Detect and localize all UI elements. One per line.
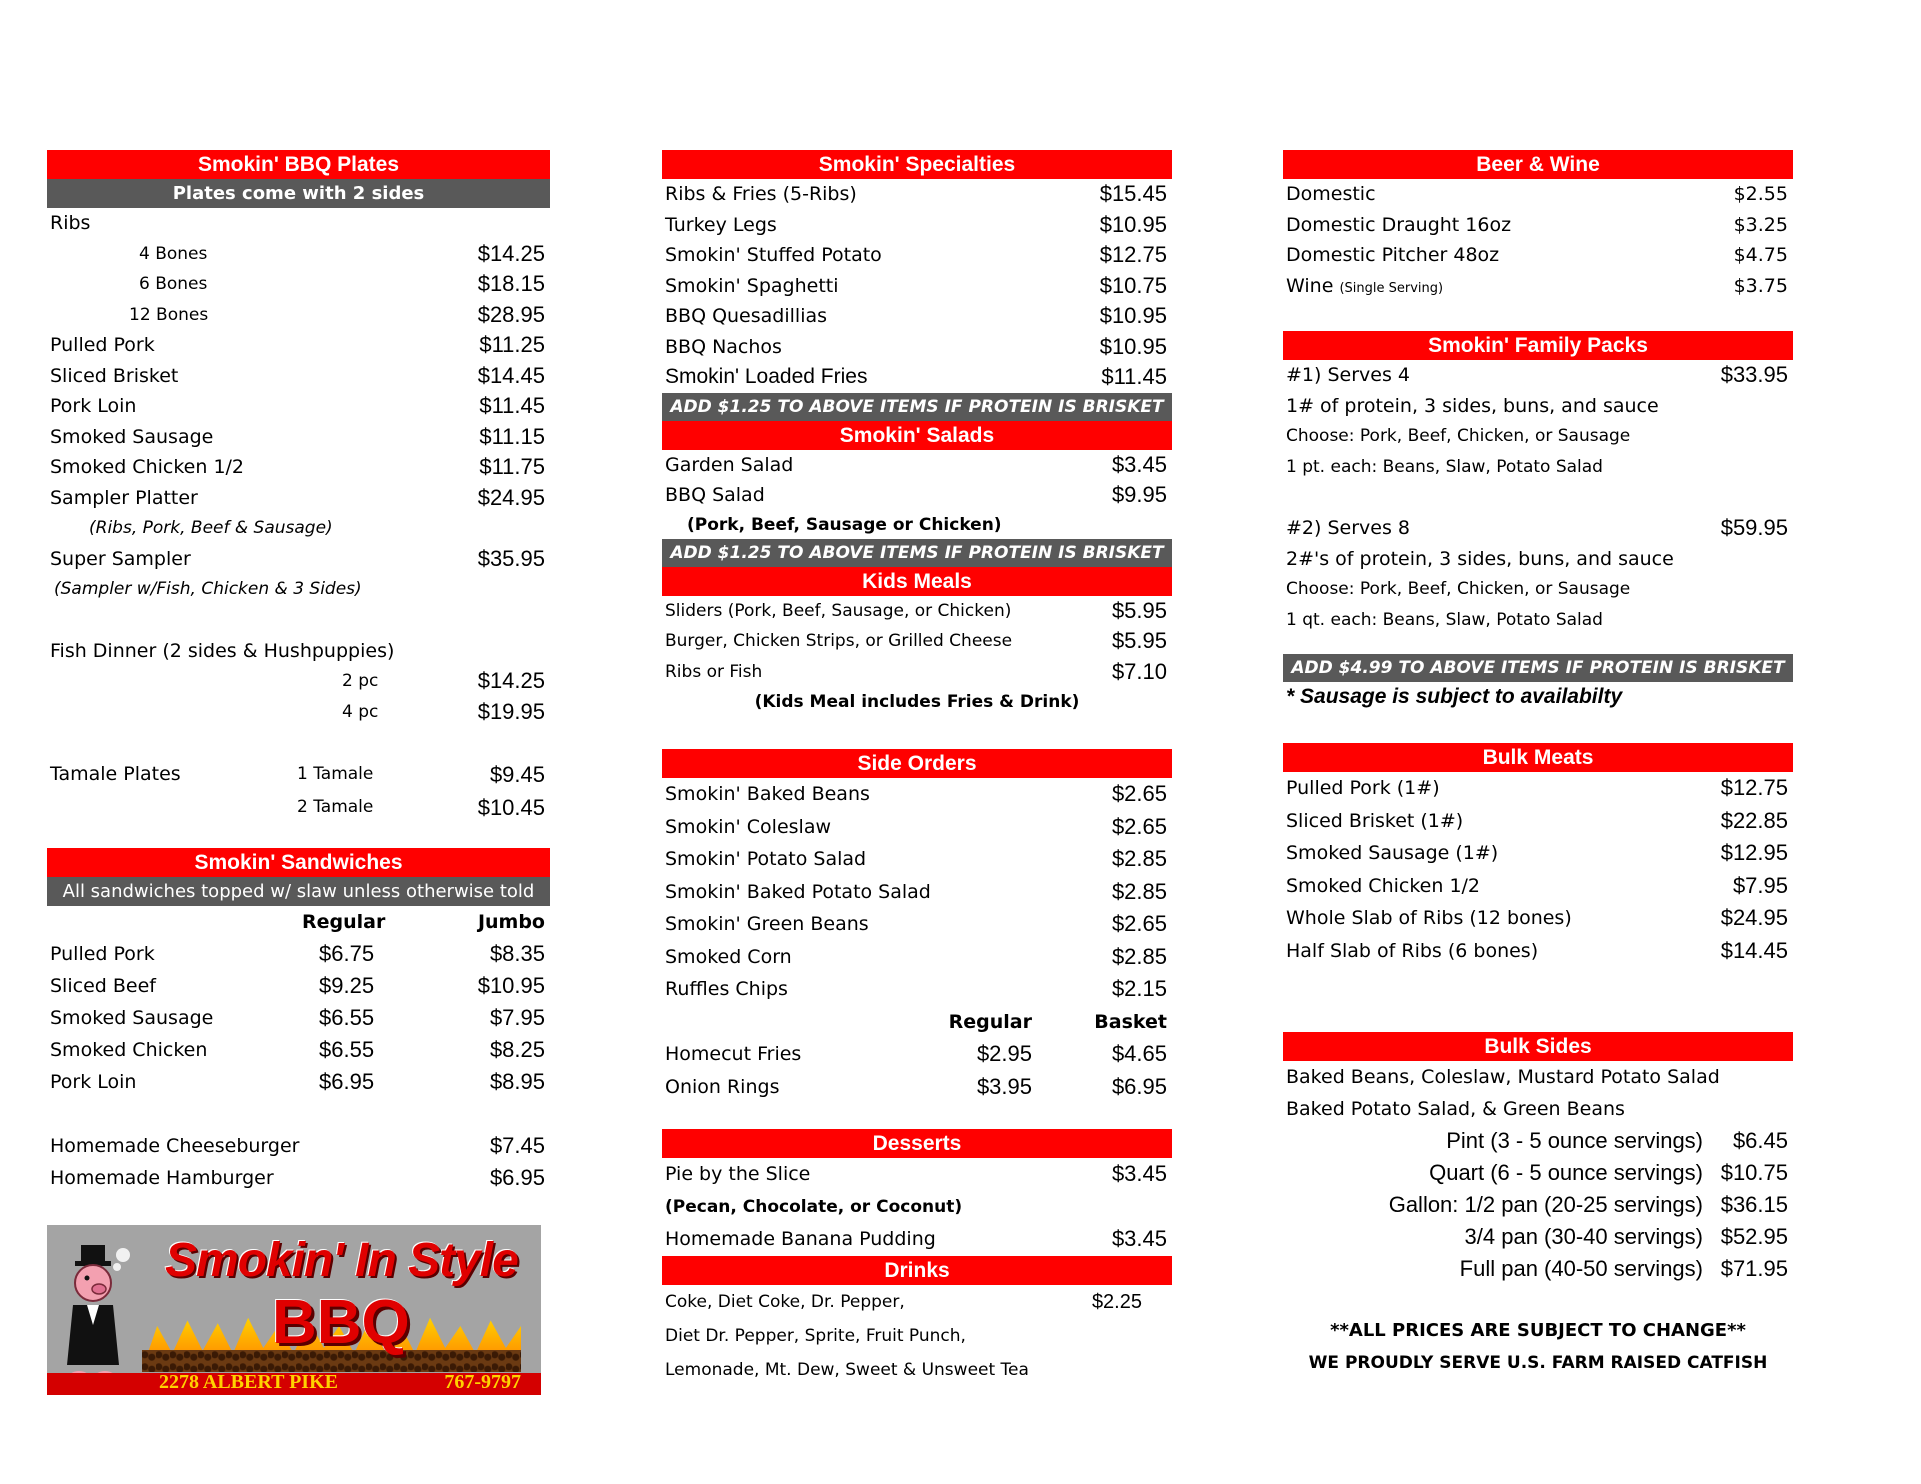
item-price: $14.25 — [477, 240, 545, 266]
bbq-plates-header: Smokin' BBQ Plates — [47, 150, 550, 179]
kids-note-row — [662, 687, 1172, 715]
menu-item — [662, 1223, 1172, 1256]
item-price: $7.95 — [1732, 872, 1788, 898]
item-label: Sliced Brisket — [50, 364, 179, 387]
basket-price: $6.95 — [1111, 1073, 1167, 1099]
super-note: (Sampler w/Fish, Chicken & 3 Sides) — [54, 579, 362, 599]
item-price: $11.15 — [479, 423, 545, 449]
item-price: $35.95 — [477, 545, 545, 571]
brisket-note: ADD $4.99 TO ABOVE ITEMS IF PROTEIN IS BRISKET — [1283, 654, 1793, 682]
item-price: $12.75 — [1099, 242, 1167, 267]
spacer — [662, 1103, 1172, 1129]
bulk-sides-header: Bulk Sides — [1283, 1032, 1793, 1061]
bbq-salad-note-row — [662, 511, 1172, 539]
item-label: Domestic — [1286, 183, 1376, 205]
spacer — [1283, 635, 1793, 654]
menu-item — [47, 452, 550, 483]
bulk-size-row — [1283, 1221, 1793, 1253]
spacer — [47, 605, 550, 636]
size-price: $52.95 — [1720, 1224, 1788, 1249]
menu-item — [47, 1066, 550, 1098]
brisket-note: ADD $1.25 TO ABOVE ITEMS IF PROTEIN IS BRISKET — [662, 393, 1172, 421]
drinks-header: Drinks — [662, 1256, 1172, 1285]
pack-detail-text: Choose: Pork, Beef, Chicken, or Sausage — [1286, 579, 1631, 599]
drinks-line — [662, 1353, 1172, 1387]
pack2-label: #2) Serves 8 — [1286, 517, 1410, 539]
fish-label: Fish Dinner (2 sides & Hushpuppies) — [50, 639, 395, 662]
item-label: Garden Salad — [665, 453, 794, 476]
bulk-size-row — [1283, 1125, 1793, 1157]
item-price: $14.45 — [1720, 937, 1788, 963]
menu-item — [662, 843, 1172, 876]
drinks-price: $2.25 — [1091, 1290, 1142, 1313]
pack-detail — [1283, 574, 1793, 605]
menu-item — [662, 973, 1172, 1006]
menu-item — [47, 300, 550, 331]
item-price: $19.95 — [477, 698, 545, 724]
kids-header: Kids Meals — [662, 567, 1172, 596]
item-price: $5.95 — [1111, 628, 1167, 653]
jumbo-price: $10.95 — [477, 973, 545, 998]
item-label: Smokin' Baked Beans — [665, 783, 870, 805]
menu-item — [662, 1071, 1172, 1104]
menu-item — [1283, 240, 1793, 271]
menu-item — [47, 970, 550, 1002]
pack-detail — [1283, 421, 1793, 452]
item-price: $12.75 — [1720, 775, 1788, 800]
pack-detail-text: 1 qt. each: Beans, Slaw, Potato Salad — [1286, 609, 1603, 630]
regular-price: $6.55 — [319, 1037, 375, 1062]
item-label: Smoked Chicken — [50, 1039, 208, 1061]
menu-item — [662, 657, 1172, 688]
item-label: Pie by the Slice — [665, 1163, 811, 1185]
item-price: $3.45 — [1111, 1161, 1167, 1186]
item-price: $6.95 — [489, 1165, 545, 1190]
menu-item — [662, 240, 1172, 271]
item-label: Smoked Chicken 1/2 — [50, 456, 245, 478]
spacer — [1283, 967, 1793, 1032]
item-price: $11.25 — [479, 332, 545, 357]
menu-item — [662, 271, 1172, 302]
pack-detail-text: 1# of protein, 3 sides, buns, and sauce — [1286, 394, 1659, 417]
item-price: $10.75 — [1099, 272, 1167, 298]
col-jumbo: Jumbo — [477, 911, 545, 933]
item-label: Half Slab of Ribs (6 bones) — [1286, 939, 1539, 962]
menu-item — [662, 179, 1172, 210]
item-label: Homecut Fries — [665, 1043, 802, 1065]
item-price: $3.45 — [1111, 451, 1167, 477]
pack2-price: $59.95 — [1720, 515, 1788, 540]
logo-title-line2: BBQ — [272, 1288, 410, 1357]
item-label: Smoked Chicken 1/2 — [1286, 874, 1481, 897]
item-label: Pulled Pork (1#) — [1286, 777, 1440, 799]
specialties-column — [662, 150, 1172, 1387]
menu-item — [662, 1038, 1172, 1071]
menu-item — [662, 450, 1172, 481]
drinks-line2: Diet Dr. Pepper, Sprite, Fruit Punch, — [665, 1325, 966, 1346]
pack-detail — [1283, 605, 1793, 636]
size-label: Pint (3 - 5 ounce servings) — [1446, 1128, 1703, 1153]
desserts-header: Desserts — [662, 1129, 1172, 1158]
menu-item — [1283, 210, 1793, 241]
item-label: 4 pc — [342, 701, 379, 722]
menu-item — [662, 876, 1172, 909]
item-price: $11.45 — [479, 393, 545, 418]
specialties-header: Smokin' Specialties — [662, 150, 1172, 179]
restaurant-logo — [47, 1225, 541, 1395]
menu-item — [662, 301, 1172, 332]
menu-item — [1283, 772, 1793, 805]
menu-item — [47, 666, 550, 697]
item-label: Homemade Hamburger — [50, 1167, 274, 1189]
item-label: 2 Tamale — [297, 797, 374, 817]
bulk-size-row — [1283, 1157, 1793, 1189]
item-label: Pulled Pork — [50, 943, 155, 965]
size-price: $36.15 — [1720, 1192, 1788, 1217]
item-label: Smokin' Green Beans — [665, 913, 869, 935]
menu-item — [1283, 360, 1793, 391]
menu-item — [662, 626, 1172, 657]
menu-item — [1283, 837, 1793, 870]
menu-item — [47, 361, 550, 392]
item-label: Smoked Sausage — [50, 1007, 214, 1029]
item-label: Smokin' Potato Salad — [665, 848, 867, 870]
ribs-row — [47, 208, 550, 239]
jumbo-price: $8.35 — [489, 941, 545, 966]
menu-item — [1283, 805, 1793, 838]
basket-price: $4.65 — [1111, 1041, 1167, 1066]
size-label: 3/4 pan (30-40 servings) — [1464, 1224, 1703, 1249]
item-label: Turkey Legs — [665, 213, 777, 236]
item-label: BBQ Salad — [665, 484, 765, 506]
menu-item — [47, 269, 550, 300]
menu-item — [47, 422, 550, 453]
drinks-line3: Lemonade, Mt. Dew, Sweet & Unsweet Tea — [665, 1359, 1029, 1380]
spacer — [47, 824, 550, 848]
regular-price: $2.95 — [976, 1041, 1032, 1066]
drinks-line1: Coke, Diet Coke, Dr. Pepper, — [665, 1291, 905, 1312]
family-packs-header: Smokin' Family Packs — [1283, 331, 1793, 360]
item-price: $14.25 — [477, 668, 545, 693]
item-price: $10.95 — [1099, 303, 1167, 328]
wine-label: Wine — [1286, 274, 1334, 297]
item-label: Sliced Brisket (1#) — [1286, 809, 1464, 832]
menu-item — [47, 758, 550, 791]
pie-note-row — [662, 1191, 1172, 1224]
item-price: $22.85 — [1720, 807, 1788, 833]
item-price: $4.75 — [1733, 244, 1788, 266]
menu-item — [1283, 179, 1793, 210]
menu-item — [662, 811, 1172, 844]
pack-detail-text: Choose: Pork, Beef, Chicken, or Sausage — [1286, 426, 1631, 446]
bbq-salad-note: (Pork, Beef, Sausage or Chicken) — [687, 514, 1002, 535]
item-label: Smokin' Baked Potato Salad — [665, 880, 931, 903]
regular-price: $6.75 — [319, 941, 375, 966]
fish-row — [47, 636, 550, 667]
size-label: Quart (6 - 5 ounce servings) — [1429, 1160, 1703, 1185]
item-label: BBQ Quesadillias — [665, 305, 828, 327]
spacer — [47, 727, 550, 758]
bbq-plates-column — [47, 150, 550, 1194]
item-label: 2 pc — [342, 671, 379, 691]
menu-item — [662, 941, 1172, 974]
kids-note: (Kids Meal includes Fries & Drink) — [754, 692, 1080, 712]
item-price: $10.95 — [1099, 211, 1167, 237]
regular-price: $6.95 — [319, 1069, 375, 1094]
item-label: Smoked Sausage (1#) — [1286, 842, 1499, 864]
spacer — [47, 1098, 550, 1130]
item-price: $11.75 — [479, 454, 545, 479]
item-price: $7.45 — [489, 1133, 545, 1158]
col-regular: Regular — [302, 911, 386, 933]
item-label: Pork Loin — [50, 395, 137, 417]
sandwiches-header: Smokin' Sandwiches — [47, 848, 550, 877]
item-price: $2.85 — [1111, 846, 1167, 871]
spacer — [662, 715, 1172, 749]
item-price: $2.15 — [1111, 976, 1167, 1001]
regular-price: $6.55 — [319, 1005, 375, 1030]
catfish-note: WE PROUDLY SERVE U.S. FARM RAISED CATFISH — [1308, 1353, 1768, 1373]
drinks-line — [662, 1319, 1172, 1353]
sampler-note-row — [47, 513, 550, 544]
menu-item — [662, 480, 1172, 511]
item-price: $24.95 — [1720, 905, 1788, 930]
item-label: Smoked Corn — [665, 945, 792, 968]
item-label: Sliders (Pork, Beef, Sausage, or Chicken) — [665, 600, 1012, 621]
item-label: Pork Loin — [50, 1071, 137, 1093]
item-price: $9.45 — [489, 762, 545, 787]
item-label: 12 Bones — [129, 304, 209, 325]
item-price: $3.45 — [1111, 1226, 1167, 1251]
item-label: Smokin' Coleslaw — [665, 815, 831, 838]
item-price: $3.75 — [1733, 274, 1788, 297]
item-price: $2.65 — [1111, 911, 1167, 936]
item-price: $24.95 — [477, 484, 545, 510]
bulk-sides-line2: Baked Potato Salad, & Green Beans — [1286, 1098, 1625, 1120]
regular-price: $9.25 — [319, 973, 375, 998]
item-price: $5.95 — [1111, 597, 1167, 623]
salads-header: Smokin' Salads — [662, 421, 1172, 450]
item-label: BBQ Nachos — [665, 335, 782, 358]
wine-note: (Single Serving) — [1339, 280, 1444, 296]
brisket-note: ADD $1.25 TO ABOVE ITEMS IF PROTEIN IS BRISKET — [662, 539, 1172, 567]
menu-item — [47, 239, 550, 270]
spacer — [1283, 1285, 1793, 1315]
bulk-sides-line — [1283, 1093, 1793, 1125]
menu-item — [47, 391, 550, 422]
item-price: $28.95 — [477, 301, 545, 327]
jumbo-price: $8.95 — [489, 1069, 545, 1094]
pack-detail — [1283, 544, 1793, 575]
drinks-line — [662, 1285, 1172, 1319]
item-label: Ribs or Fish — [665, 661, 763, 682]
spacer — [1283, 301, 1793, 331]
logo-title-line1: Smokin' In Style — [165, 1234, 518, 1287]
menu-item — [1283, 935, 1793, 968]
ribs-label: Ribs — [50, 212, 91, 234]
size-label: Full pan (40-50 servings) — [1459, 1256, 1703, 1281]
fries-columns — [662, 1006, 1172, 1039]
item-label: Domestic Pitcher 48oz — [1286, 244, 1500, 266]
menu-item — [662, 778, 1172, 811]
item-label: 4 Bones — [139, 243, 208, 264]
menu-item — [662, 362, 1172, 393]
item-label: 6 Bones — [139, 274, 208, 294]
item-price: $11.45 — [1101, 364, 1167, 389]
item-price: $12.95 — [1720, 840, 1788, 865]
pack-detail — [1283, 391, 1793, 422]
menu-item — [47, 1162, 550, 1194]
menu-item — [47, 697, 550, 728]
pack1-label: #1) Serves 4 — [1286, 364, 1410, 386]
menu-item — [47, 791, 550, 824]
bulk-meats-header: Bulk Meats — [1283, 743, 1793, 772]
item-label: Burger, Chicken Strips, or Grilled Cheese — [665, 631, 1013, 651]
regular-price: $3.95 — [976, 1073, 1032, 1099]
item-label: Sampler Platter — [50, 486, 198, 509]
menu-item — [47, 544, 550, 575]
logo-phone: 767-9797 — [444, 1371, 521, 1393]
sandwiches-subheader: All sandwiches topped w/ slaw unless otherwise told — [47, 877, 550, 906]
col-regular: Regular — [948, 1010, 1032, 1033]
size-price: $71.95 — [1720, 1256, 1788, 1281]
menu-item — [1283, 902, 1793, 935]
tamale-label: Tamale Plates — [50, 763, 181, 785]
pie-note: (Pecan, Chocolate, or Coconut) — [665, 1196, 963, 1217]
super-note-row — [47, 574, 550, 605]
item-label: Pulled Pork — [50, 334, 155, 356]
item-price: $7.10 — [1111, 658, 1167, 684]
item-label: Domestic Draught 16oz — [1286, 213, 1512, 236]
item-price: $9.95 — [1111, 482, 1167, 507]
item-label: Ribs & Fries (5-Ribs) — [665, 183, 857, 205]
menu-item — [662, 1158, 1172, 1191]
sampler-note: (Ribs, Pork, Beef & Sausage) — [89, 518, 333, 538]
menu-item — [662, 596, 1172, 627]
sandwich-columns — [47, 906, 550, 938]
item-label: Smoked Sausage — [50, 425, 214, 448]
menu-item — [662, 210, 1172, 241]
bbq-plates-subheader: Plates come with 2 sides — [47, 179, 550, 208]
item-price: $2.85 — [1111, 878, 1167, 904]
pack-detail — [1283, 452, 1793, 483]
item-price: $2.65 — [1111, 781, 1167, 806]
price-disclaimer: **ALL PRICES ARE SUBJECT TO CHANGE** — [1330, 1320, 1746, 1341]
availability-note: * Sausage is subject to availabilty — [1286, 685, 1623, 708]
bulk-sides-line — [1283, 1061, 1793, 1093]
menu-item — [47, 330, 550, 361]
item-price: $10.45 — [477, 795, 545, 820]
pack-detail-text: 2#'s of protein, 3 sides, buns, and sauce — [1286, 547, 1674, 570]
sides-header: Side Orders — [662, 749, 1172, 778]
size-price: $10.75 — [1720, 1160, 1788, 1185]
item-label: Smokin' Stuffed Potato — [665, 244, 882, 266]
bulk-size-row — [1283, 1253, 1793, 1285]
col-basket: Basket — [1094, 1010, 1167, 1033]
item-price: $2.65 — [1111, 813, 1167, 839]
item-price: $2.55 — [1733, 183, 1788, 205]
item-label: Smokin' Spaghetti — [665, 274, 839, 297]
beer-wine-header: Beer & Wine — [1283, 150, 1793, 179]
beer-family-column — [1283, 150, 1793, 1379]
menu-item — [1283, 513, 1793, 544]
spacer — [1283, 712, 1793, 743]
item-price: $2.85 — [1111, 943, 1167, 969]
size-price: $6.45 — [1732, 1128, 1788, 1153]
pack-detail-text: 1 pt. each: Beans, Slaw, Potato Salad — [1286, 456, 1603, 477]
menu-item — [662, 332, 1172, 363]
jumbo-price: $8.25 — [489, 1037, 545, 1062]
menu-item — [47, 1034, 550, 1066]
item-label: Smokin' Loaded Fries — [665, 365, 868, 388]
jumbo-price: $7.95 — [489, 1005, 545, 1030]
item-price: $18.15 — [477, 271, 545, 296]
item-price: $10.95 — [1099, 333, 1167, 359]
size-label: Gallon: 1/2 pan (20-25 servings) — [1388, 1192, 1703, 1217]
bulk-sides-line1: Baked Beans, Coleslaw, Mustard Potato Salad — [1286, 1066, 1720, 1088]
menu-item — [662, 908, 1172, 941]
pack1-price: $33.95 — [1720, 362, 1788, 387]
menu-item — [47, 483, 550, 514]
logo-address: 2278 ALBERT PIKE — [159, 1371, 338, 1393]
spacer — [1283, 482, 1793, 513]
item-label: Ruffles Chips — [665, 978, 788, 1000]
item-label: Homemade Banana Pudding — [665, 1228, 936, 1250]
item-label: Sliced Beef — [50, 975, 156, 997]
item-label: Onion Rings — [665, 1075, 780, 1098]
menu-item — [1283, 271, 1793, 302]
item-price: $15.45 — [1099, 181, 1167, 206]
item-label: Whole Slab of Ribs (12 bones) — [1286, 907, 1572, 929]
menu-item — [1283, 870, 1793, 903]
pig-mascot-icon — [61, 1245, 131, 1390]
item-label: 1 Tamale — [297, 764, 374, 784]
item-label: Super Sampler — [50, 547, 191, 570]
item-price: $14.45 — [477, 362, 545, 388]
menu-item — [47, 938, 550, 970]
item-price: $3.25 — [1733, 213, 1788, 236]
menu-item — [47, 1130, 550, 1162]
menu-item — [47, 1002, 550, 1034]
item-label: Homemade Cheeseburger — [50, 1135, 300, 1157]
bulk-size-row — [1283, 1189, 1793, 1221]
